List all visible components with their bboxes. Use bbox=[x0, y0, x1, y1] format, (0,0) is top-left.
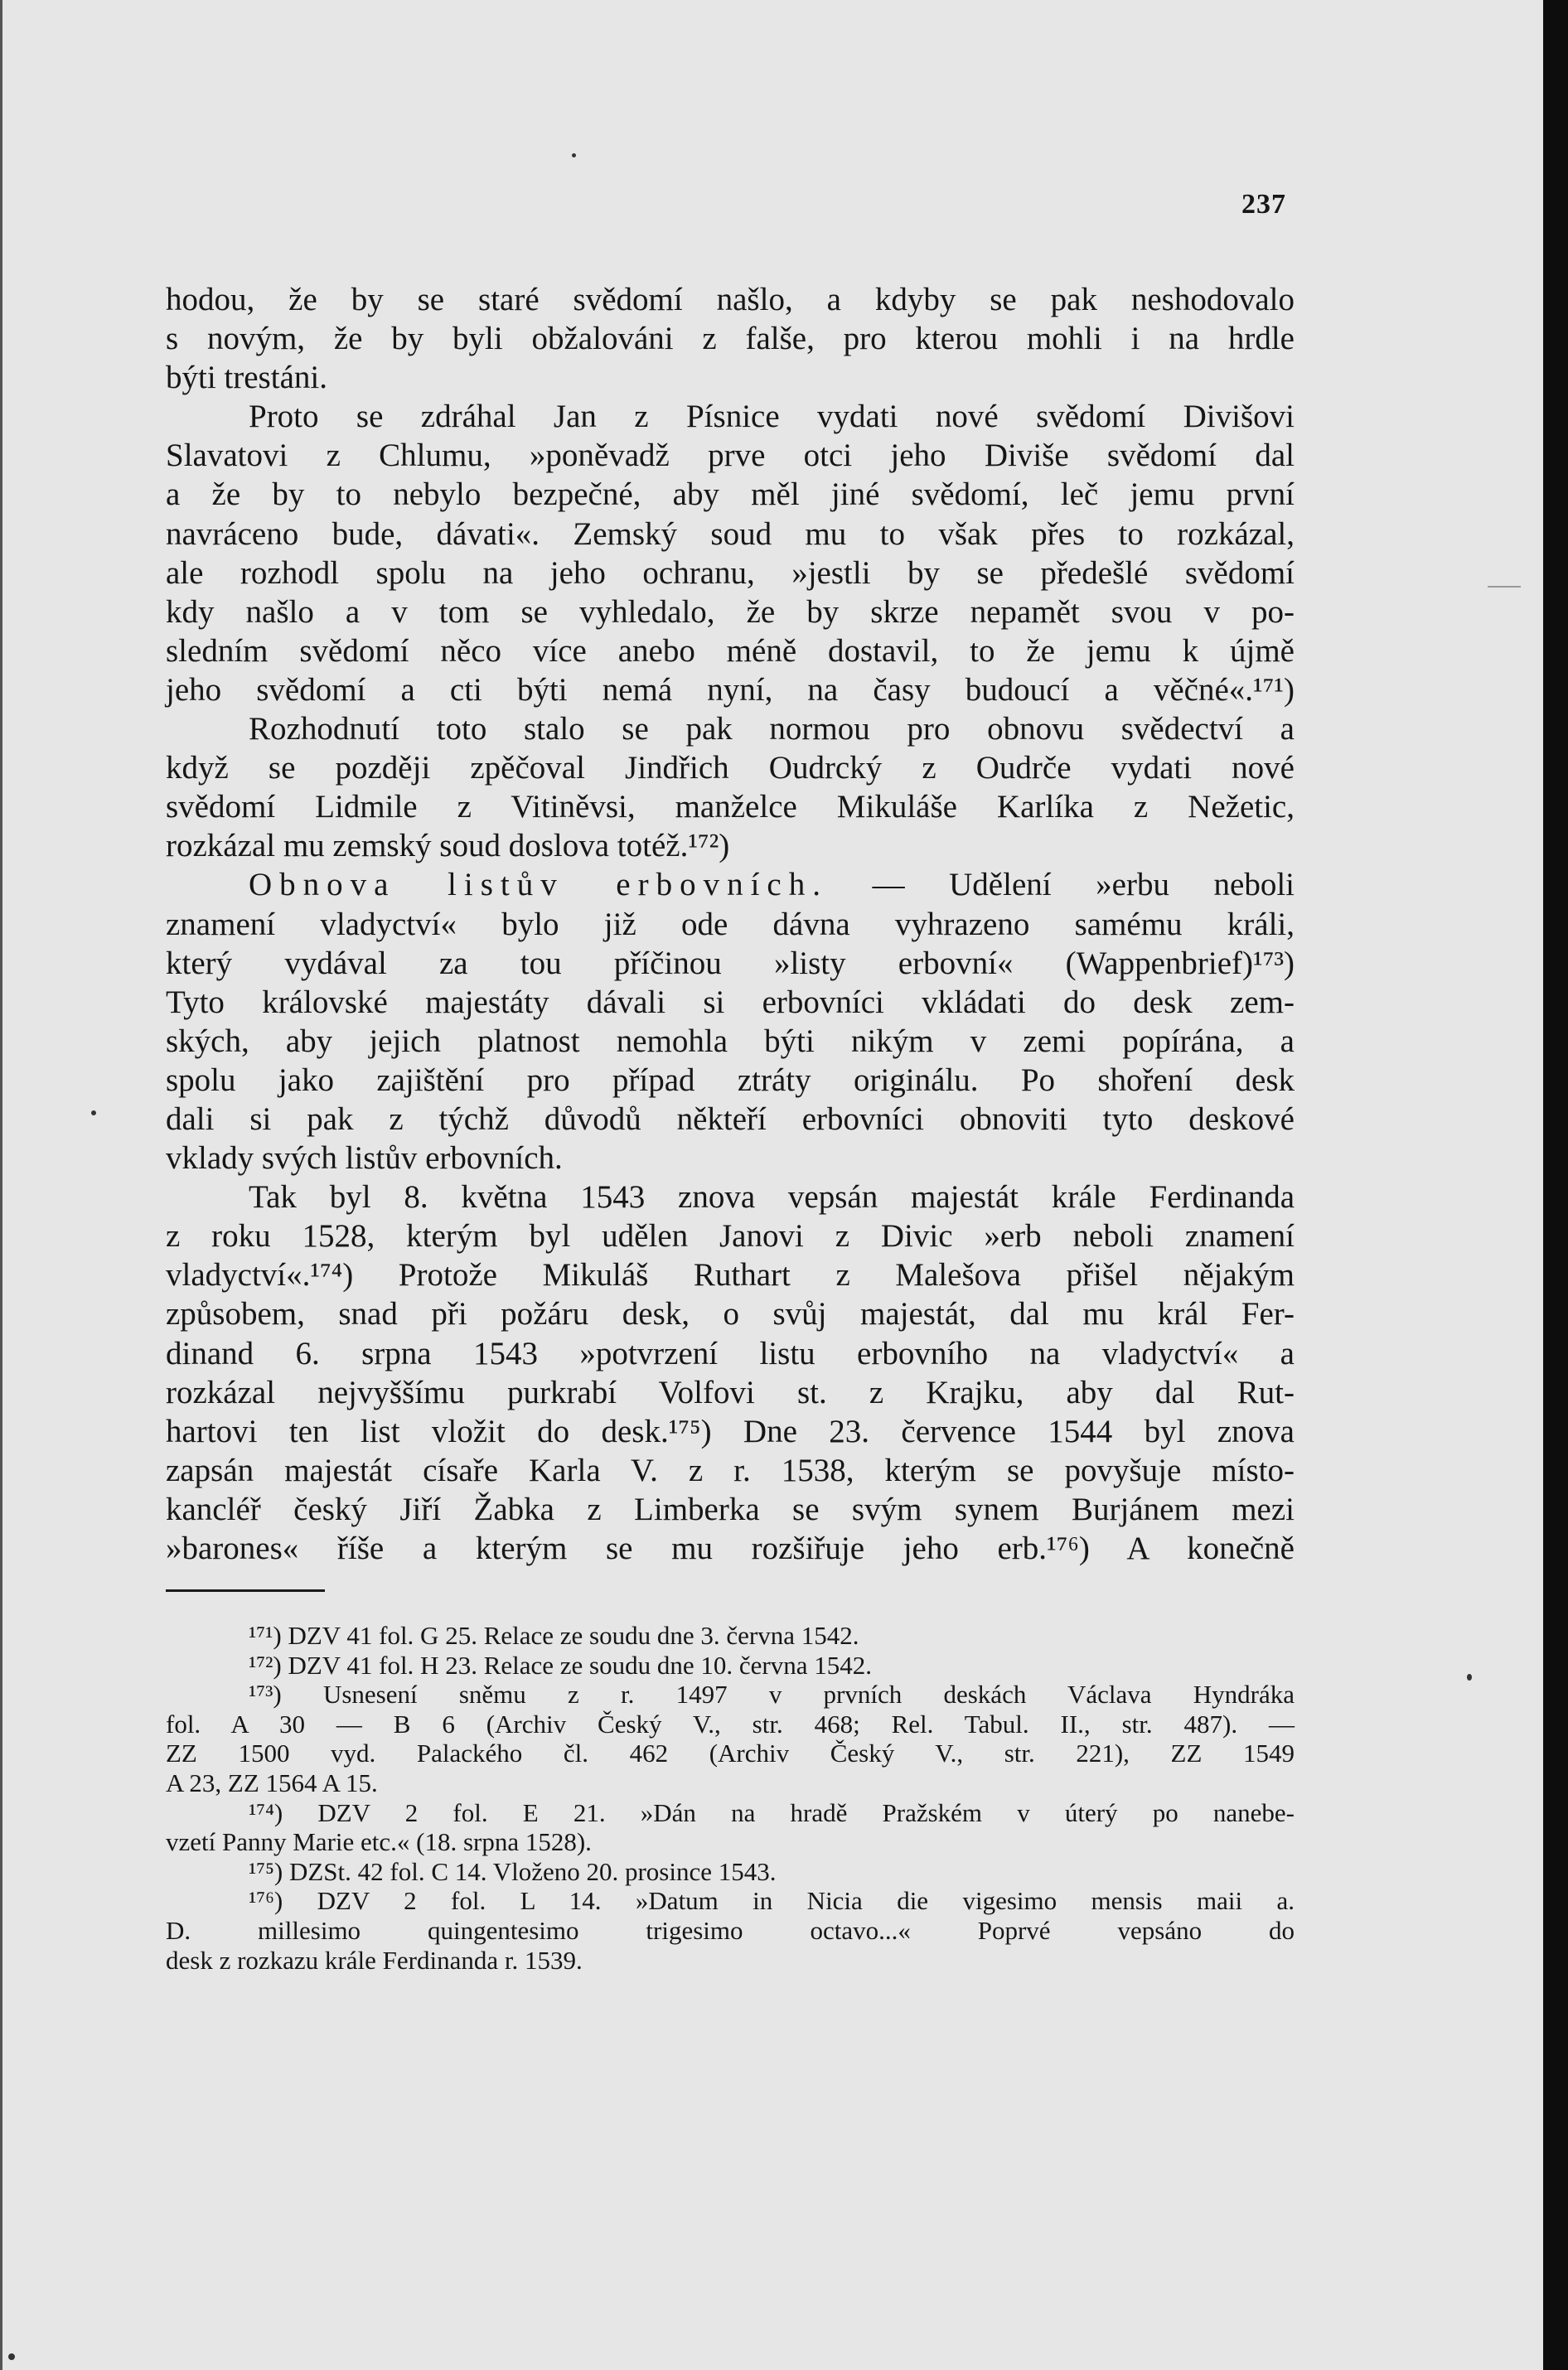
body-line-text: když se později zpěčoval Jindřich Oudrcký z Oudrče vydati nové bbox=[166, 750, 1295, 786]
body-line-text: svědomí Lidmile z Vitiněvsi, manželce Mikuláše Karlíka z Nežetic, bbox=[166, 789, 1295, 825]
body-line-text: ských, aby jejich platnost nemohla býti nikým v zemi popírána, a bbox=[166, 1023, 1295, 1059]
footnote-line bbox=[166, 1768, 1295, 1798]
body-line-text: Tyto královské majestáty dávali si erbovníci vkládati do desk zem- bbox=[166, 984, 1295, 1020]
body-line bbox=[166, 748, 1295, 787]
footnote-line-text: fol. A 30 — B 6 (Archiv Český V., str. 468; Rel. Tabul. II., str. 487). — bbox=[166, 1709, 1295, 1739]
footnote-line-text: ¹⁷³) Usnesení sněmu z r. 1497 v prvních deskách Václava Hyndráka bbox=[249, 1680, 1295, 1710]
body-line bbox=[166, 1022, 1295, 1061]
body-line bbox=[166, 554, 1295, 592]
body-line bbox=[166, 1061, 1295, 1100]
body-line bbox=[166, 905, 1295, 944]
body-line-text: Slavatovi z Chlumu, »poněvadž prve otci jeho Diviše svědomí dal bbox=[166, 438, 1295, 474]
body-line-text: jeho svědomí a cti býti nemá nyní, na časy budoucí a věčné«.¹⁷¹) bbox=[166, 671, 1295, 708]
body-line bbox=[166, 280, 1295, 319]
footnote-line-text: vzetí Panny Marie etc.« (18. srpna 1528). bbox=[166, 1827, 592, 1857]
body-line bbox=[166, 944, 1295, 983]
body-line bbox=[166, 709, 1295, 748]
body-line-text: — Udělení »erbu neboli bbox=[828, 867, 1295, 903]
body-line bbox=[166, 1334, 1295, 1373]
footnote-line bbox=[166, 1739, 1295, 1768]
body-line bbox=[166, 1139, 1295, 1178]
footnote-line bbox=[166, 1651, 1295, 1681]
body-line bbox=[166, 397, 1295, 436]
scan-left-edge bbox=[0, 0, 2, 2370]
scan-right-border bbox=[1543, 0, 1568, 2370]
body-line-text: dali si pak z týchž důvodů někteří erbovníci obnoviti tyto deskové bbox=[166, 1100, 1295, 1137]
body-line-text: s novým, že by byli obžalováni z falše, pro kterou mohli i na hrdle bbox=[166, 321, 1295, 357]
body-line bbox=[166, 1373, 1295, 1412]
body-line-text: a že by to nebylo bezpečné, aby měl jiné svědomí, leč jemu první bbox=[166, 476, 1295, 513]
scan-speck bbox=[91, 1110, 96, 1115]
body-line bbox=[166, 1255, 1295, 1294]
body-text bbox=[166, 280, 1295, 1568]
page-number: 237 bbox=[1241, 189, 1286, 220]
footnote-separator-rule bbox=[166, 1589, 325, 1592]
body-line bbox=[166, 1178, 1295, 1216]
footnote-line bbox=[166, 1827, 1295, 1857]
body-line bbox=[166, 1412, 1295, 1451]
scan-speck bbox=[572, 153, 576, 157]
footnote-line-text: ZZ 1500 vyd. Palackého čl. 462 (Archiv Český V., str. 221), ZZ 1549 bbox=[166, 1739, 1295, 1768]
body-line bbox=[166, 358, 1295, 397]
body-line-text: z roku 1528, kterým byl udělen Janovi z Divic »erb neboli znamení bbox=[166, 1218, 1295, 1255]
body-line-text: dinand 6. srpna 1543 »potvrzení listu erbovního na vladyctví« a bbox=[166, 1335, 1295, 1371]
body-line bbox=[166, 670, 1295, 709]
scan-speck bbox=[8, 2353, 15, 2360]
body-line-text: Rozhodnutí toto stalo se pak normou pro obnovu svědectví a bbox=[249, 711, 1295, 747]
footnote-line bbox=[166, 1886, 1295, 1916]
body-line-text: sledním svědomí něco více anebo méně dostavil, to že jemu k újmě bbox=[166, 632, 1295, 669]
body-line bbox=[166, 1216, 1295, 1255]
body-line bbox=[166, 1294, 1295, 1333]
footnote-line bbox=[166, 1857, 1295, 1887]
body-line-text: Proto se zdráhal Jan z Písnice vydati nové svědomí Divišovi bbox=[249, 399, 1295, 435]
body-line bbox=[166, 436, 1295, 475]
footnote-line-text: ¹⁷²) DZV 41 fol. H 23. Relace ze soudu dne 10. června 1542. bbox=[249, 1650, 872, 1680]
section-heading: Obnova listův erbovních. bbox=[249, 867, 828, 903]
body-line-text: býti trestáni. bbox=[166, 360, 327, 396]
footnote-line-text: ¹⁷⁴) DZV 2 fol. E 21. »Dán na hradě Pražském v úterý po nanebe- bbox=[249, 1797, 1295, 1827]
footnote-line bbox=[166, 1916, 1295, 1946]
body-line-text: vladyctví«.¹⁷⁴) Protože Mikuláš Ruthart z Malešova přišel nějakým bbox=[166, 1257, 1295, 1294]
footnote-line bbox=[166, 1680, 1295, 1710]
body-line-text: spolu jako zajištění pro případ ztráty originálu. Po shoření desk bbox=[166, 1062, 1295, 1098]
body-line-text: rozkázal nejvyššímu purkrabí Volfovi st. z Krajku, aby dal Rut- bbox=[166, 1374, 1295, 1410]
footnote-line bbox=[166, 1710, 1295, 1739]
body-line-text: Tak byl 8. května 1543 znova vepsán majestát krále Ferdinanda bbox=[249, 1179, 1295, 1216]
footnote-line-text: ¹⁷⁶) DZV 2 fol. L 14. »Datum in Nicia die vigesimo mensis maii a. bbox=[249, 1886, 1295, 1916]
scan-speck bbox=[1467, 1674, 1472, 1681]
footnote-line-text: D. millesimo quingentesimo trigesimo octavo...« Poprvé vepsáno do bbox=[166, 1915, 1295, 1945]
body-line bbox=[166, 631, 1295, 670]
body-line-text: vklady svých listův erbovních. bbox=[166, 1140, 563, 1177]
body-line-text: rozkázal mu zemský soud doslova totéž.¹⁷²) bbox=[166, 828, 730, 864]
footnote-line bbox=[166, 1621, 1295, 1651]
body-line bbox=[166, 319, 1295, 358]
body-line bbox=[166, 475, 1295, 514]
footnote-line-text: ¹⁷⁵) DZSt. 42 fol. C 14. Vloženo 20. prosince 1543. bbox=[249, 1856, 777, 1886]
body-line bbox=[166, 1529, 1295, 1568]
body-line bbox=[166, 826, 1295, 865]
body-line-text: navráceno bude, dávati«. Zemský soud mu to však přes to rozkázal, bbox=[166, 515, 1295, 552]
body-line-text: znamení vladyctví« bylo již ode dávna vyhrazeno samému králi, bbox=[166, 906, 1295, 942]
body-line-text: hartovi ten list vložit do desk.¹⁷⁵) Dne 23. července 1544 byl znova bbox=[166, 1413, 1295, 1449]
body-line-text: ale rozhodl spolu na jeho ochranu, »jestli by se předešlé svědomí bbox=[166, 554, 1295, 591]
body-line bbox=[166, 515, 1295, 554]
body-line-text: »barones« říše a kterým se mu rozšiřuje jeho erb.¹⁷⁶) A konečně bbox=[166, 1531, 1295, 1566]
footnotes bbox=[166, 1621, 1295, 1975]
footnote-line-text: ¹⁷¹) DZV 41 fol. G 25. Relace ze soudu dne 3. června 1542. bbox=[249, 1621, 859, 1650]
body-line-text: kdy našlo a v tom se vyhledalo, že by skrze nepamět svou v po- bbox=[166, 593, 1295, 630]
body-line bbox=[166, 1490, 1295, 1529]
body-line-text: kancléř český Jiří Žabka z Limberka se svým synem Burjánem mezi bbox=[166, 1491, 1295, 1527]
body-line bbox=[166, 1100, 1295, 1139]
scan-speck bbox=[1488, 586, 1521, 588]
body-line bbox=[166, 1451, 1295, 1490]
body-line bbox=[166, 787, 1295, 826]
body-line-text: způsobem, snad při požáru desk, o svůj majestát, dal mu král Fer- bbox=[166, 1296, 1295, 1333]
footnote-line-text: A 23, ZZ 1564 A 15. bbox=[166, 1768, 378, 1797]
footnote-line bbox=[166, 1946, 1295, 1976]
body-line bbox=[166, 592, 1295, 631]
body-line-text: hodou, že by se staré svědomí našlo, a kdyby se pak neshodovalo bbox=[166, 282, 1295, 317]
footnote-line bbox=[166, 1798, 1295, 1828]
body-line-text: zapsán majestát císaře Karla V. z r. 1538, kterým se povyšuje místo- bbox=[166, 1452, 1295, 1488]
body-line bbox=[166, 865, 1295, 904]
body-line bbox=[166, 983, 1295, 1022]
footnote-line-text: desk z rozkazu krále Ferdinanda r. 1539. bbox=[166, 1945, 583, 1975]
body-line-text: který vydával za tou příčinou »listy erbovní« (Wappenbrief)¹⁷³) bbox=[166, 945, 1295, 981]
